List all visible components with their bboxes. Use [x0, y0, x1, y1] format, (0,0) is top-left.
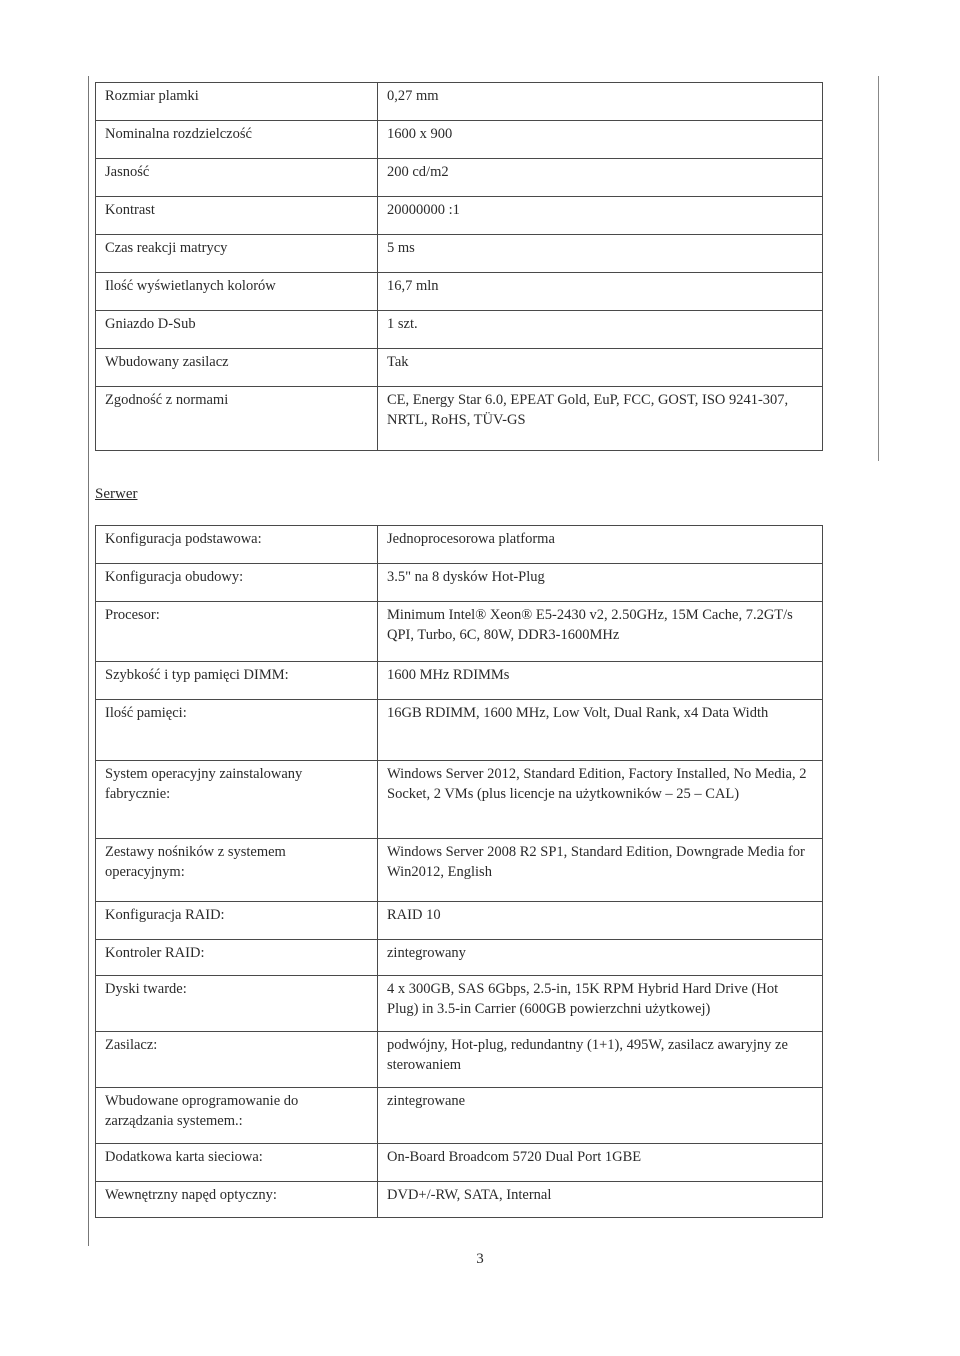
- spec-value: 1600 MHz RDIMMs: [378, 662, 823, 700]
- spec-value: CE, Energy Star 6.0, EPEAT Gold, EuP, FCC, GOST, ISO 9241-307, NRTL, RoHS, TÜV-GS: [378, 387, 823, 451]
- spec-value: 20000000 :1: [378, 197, 823, 235]
- spec-label: Procesor:: [96, 602, 378, 662]
- table-row: [96, 1088, 823, 1144]
- spec-label: Zasilacz:: [96, 1032, 378, 1088]
- spec-value: Windows Server 2008 R2 SP1, Standard Edition, Downgrade Media for Win2012, English: [378, 839, 823, 902]
- spec-label: Nominalna rozdzielczość: [96, 121, 378, 159]
- table-row: [96, 83, 823, 121]
- table-row: [96, 526, 823, 564]
- spec-label: Wbudowany zasilacz: [96, 349, 378, 387]
- spec-label: Ilość wyświetlanych kolorów: [96, 273, 378, 311]
- spec-label: Szybkość i typ pamięci DIMM:: [96, 662, 378, 700]
- monitor-spec-table: [95, 82, 823, 451]
- table-row: [96, 700, 823, 761]
- table-row: [96, 1032, 823, 1088]
- table-row: [96, 121, 823, 159]
- spec-label: Czas reakcji matrycy: [96, 235, 378, 273]
- spec-label: Kontroler RAID:: [96, 940, 378, 976]
- table-row: [96, 197, 823, 235]
- table-row: [96, 902, 823, 940]
- table-row: [96, 387, 823, 451]
- spec-value: 200 cd/m2: [378, 159, 823, 197]
- spec-value: Windows Server 2012, Standard Edition, Factory Installed, No Media, 2 Socket, 2 VMs (plus licencje na użytkowników – 25 – CAL): [378, 761, 823, 839]
- spec-value: podwójny, Hot-plug, redundantny (1+1), 495W, zasilacz awaryjny ze sterowaniem: [378, 1032, 823, 1088]
- spec-label: Wbudowane oprogramowanie do zarządzania systemem.:: [96, 1088, 378, 1144]
- spec-label: Wewnętrzny napęd optyczny:: [96, 1182, 378, 1218]
- spec-value: 3.5" na 8 dysków Hot-Plug: [378, 564, 823, 602]
- outer-frame-line: [88, 76, 89, 1246]
- table-row: [96, 976, 823, 1032]
- spec-value: 16,7 mln: [378, 273, 823, 311]
- spec-label: Konfiguracja RAID:: [96, 902, 378, 940]
- spec-value: 0,27 mm: [378, 83, 823, 121]
- spec-value: DVD+/-RW, SATA, Internal: [378, 1182, 823, 1218]
- spec-value: 1 szt.: [378, 311, 823, 349]
- spec-label: System operacyjny zainstalowany fabrycznie:: [96, 761, 378, 839]
- outer-frame-line: [878, 76, 879, 461]
- spec-label: Dodatkowa karta sieciowa:: [96, 1144, 378, 1182]
- page-number: 3: [476, 1251, 484, 1267]
- table-row: [96, 349, 823, 387]
- spec-label: Dyski twarde:: [96, 976, 378, 1032]
- spec-label: Konfiguracja podstawowa:: [96, 526, 378, 564]
- spec-label: Zgodność z normami: [96, 387, 378, 451]
- table-row: [96, 159, 823, 197]
- table-row: [96, 311, 823, 349]
- spec-label: Ilość pamięci:: [96, 700, 378, 761]
- spec-value: 4 x 300GB, SAS 6Gbps, 2.5-in, 15K RPM Hybrid Hard Drive (Hot Plug) in 3.5-in Carrier (600GB powierzchni użytkowej): [378, 976, 823, 1032]
- spec-value: Tak: [378, 349, 823, 387]
- section-heading: Serwer: [95, 486, 138, 502]
- spec-value: 16GB RDIMM, 1600 MHz, Low Volt, Dual Rank, x4 Data Width: [378, 700, 823, 761]
- table-row: [96, 662, 823, 700]
- spec-label: Gniazdo D-Sub: [96, 311, 378, 349]
- spec-label: Rozmiar plamki: [96, 83, 378, 121]
- spec-value: Jednoprocesorowa platforma: [378, 526, 823, 564]
- spec-value: On-Board Broadcom 5720 Dual Port 1GBE: [378, 1144, 823, 1182]
- table-row: [96, 235, 823, 273]
- table-row: [96, 1144, 823, 1182]
- spec-value: zintegrowany: [378, 940, 823, 976]
- spec-value: Minimum Intel® Xeon® E5-2430 v2, 2.50GHz, 15M Cache, 7.2GT/s QPI, Turbo, 6C, 80W, DDR3-1600MHz: [378, 602, 823, 662]
- server-spec-table: [95, 525, 823, 1218]
- spec-label: Konfiguracja obudowy:: [96, 564, 378, 602]
- spec-label: Kontrast: [96, 197, 378, 235]
- table-row: [96, 564, 823, 602]
- spec-value: 5 ms: [378, 235, 823, 273]
- table-row: [96, 1182, 823, 1218]
- table-row: [96, 761, 823, 839]
- spec-value: 1600 x 900: [378, 121, 823, 159]
- table-row: [96, 839, 823, 902]
- table-row: [96, 273, 823, 311]
- spec-value: zintegrowane: [378, 1088, 823, 1144]
- spec-value: RAID 10: [378, 902, 823, 940]
- table-row: [96, 602, 823, 662]
- table-row: [96, 940, 823, 976]
- spec-label: Zestawy nośników z systemem operacyjnym:: [96, 839, 378, 902]
- spec-label: Jasność: [96, 159, 378, 197]
